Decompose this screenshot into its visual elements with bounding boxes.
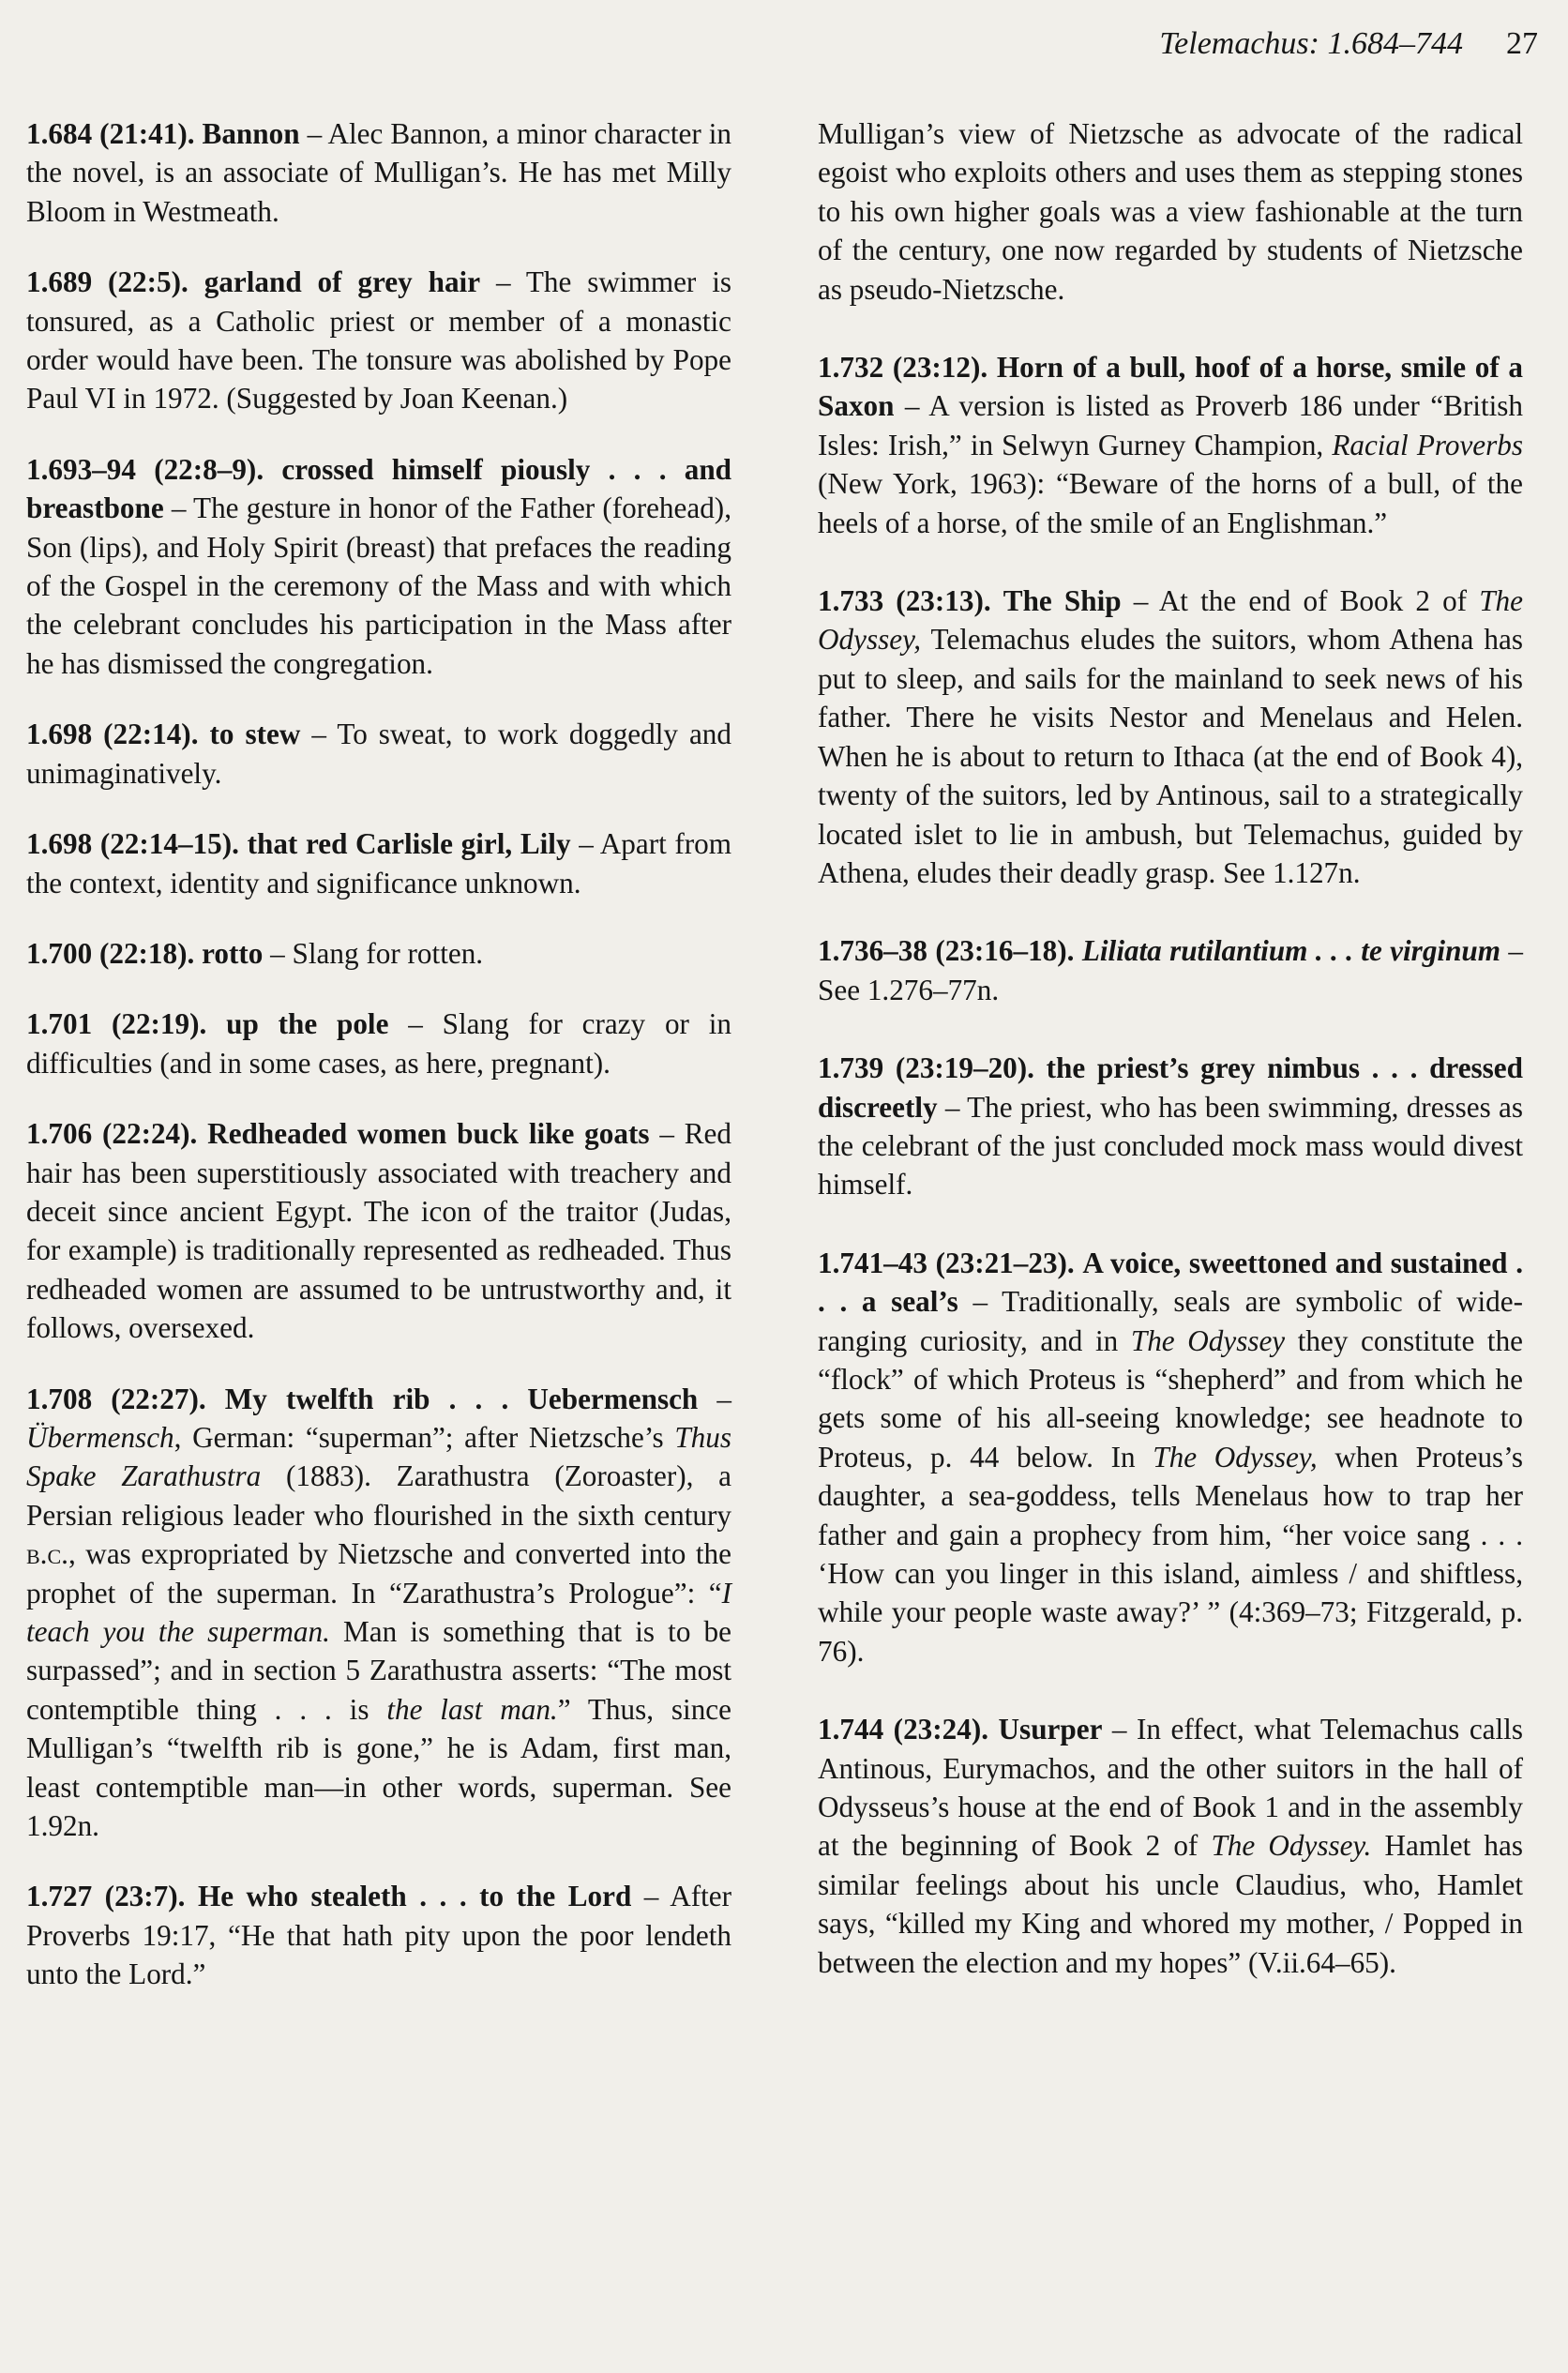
annotation-entry xyxy=(818,582,1523,892)
running-title: Telemachus: 1.684–744 xyxy=(1159,26,1463,61)
entry-text: The gesture in honor of the Father (forehead), Son (lips), and Holy Spirit (breast) that prefaces the reading of the Gospel in the ceremony of the Mass and with which the celebrant concludes his participation in the Mass after he has dismissed the congregation. xyxy=(26,491,731,680)
entry-italic: I teach you the superman. xyxy=(26,1576,731,1648)
entry-italic: Racial Proverbs xyxy=(1332,428,1523,461)
entry-ref: 1.698 (22:14). xyxy=(26,718,199,751)
entry-text: they constitute the “flock” of which Proteus is “shepherd” and from which he gets some of his all-seeing knowledge; see headnote to Proteus, p. 44 below. In xyxy=(818,1323,1524,1474)
right-column xyxy=(818,114,1523,2014)
annotation-entry xyxy=(26,715,731,793)
entry-dash: – xyxy=(300,718,338,751)
entry-dash: – xyxy=(570,827,600,861)
entry-text: Mulligan’s view of Nietzsche as advocate of the radical egoist who exploits others and uses them as stepping stones to his own higher goals was a view fashionable at the turn of the century, one now regarded by students of Nietzsche as pseudo-Nietzsche. xyxy=(818,117,1523,306)
entry-dash: – xyxy=(263,936,293,970)
entry-text: To sweat, to work doggedly and unimaginatively. xyxy=(26,718,731,790)
entry-ref: 1.732 (23:12). xyxy=(818,351,988,385)
annotation-entry xyxy=(818,1244,1523,1670)
entry-text: Traditionally, seals are symbolic of wide-ranging curiosity, and in xyxy=(818,1285,1524,1357)
entry-text: Hamlet has similar feelings about his uncle Claudius, who, Hamlet says, “killed my King and whored my mother, / Popped in between the election and my hopes” (V.ii.64–65). xyxy=(818,1829,1524,1979)
entry-dash: – xyxy=(894,389,929,423)
entry-dash: – xyxy=(698,1382,731,1415)
entry-text: (New York, 1963): “Beware of the horns of a bull, of the heels of a horse, of the smile of an Englishman.” xyxy=(818,467,1523,539)
left-column xyxy=(26,114,731,2026)
entry-dash: – xyxy=(631,1880,671,1913)
entry-dash: – xyxy=(163,491,194,525)
entry-text: The swimmer is tonsured, as a Catholic priest or member of a monastic order would have been. The tonsure was abolished by Pope Paul VI in 1972. (Suggested by Joan Keenan.) xyxy=(26,265,732,416)
entry-text: Apart from the context, identity and significance unknown. xyxy=(26,827,732,899)
entry-text: At the end of Book 2 of xyxy=(1158,584,1480,618)
entry-ref: 1.736–38 (23:16–18). xyxy=(818,934,1075,968)
annotation-entry xyxy=(26,824,731,902)
entry-text: After Proverbs 19:17, “He that hath pity upon the poor lendeth unto the Lord.” xyxy=(26,1880,731,1991)
annotation-entry xyxy=(26,450,731,683)
entry-text: , German: “superman”; after Nietzsche’s xyxy=(173,1420,675,1454)
annotation-entry xyxy=(26,263,731,418)
entry-lemma: that red Carlisle girl, Lily xyxy=(247,827,571,861)
entry-lemma: crossed himself piously . . . and breastbone xyxy=(26,452,732,525)
entry-lemma: the priest’s grey nimbus . . . dressed discreetly xyxy=(818,1051,1523,1124)
annotation-entry xyxy=(26,1114,731,1347)
entry-text: Red hair has been superstitiously associated with treachery and deceit since ancient Egypt. The icon of the traitor (Judas, for example) is traditionally represented as redheaded. Thus redheaded women are assumed to be untrustworthy and, it follows, oversexed. xyxy=(26,1117,731,1345)
annotation-entry xyxy=(818,348,1523,542)
entry-text: ” Thus, since Mulligan’s “twelfth rib is gone,” he is Adam, first man, least contemptible man—in other words, superman. See 1.92n. xyxy=(26,1692,731,1843)
entry-dash: – xyxy=(1121,584,1159,618)
entry-ref: 1.701 (22:19). xyxy=(26,1007,207,1041)
entry-text: A version is listed as Proverb 186 under “British Isles: Irish,” in Selwyn Gurney Champion, xyxy=(818,389,1524,461)
entry-ref: 1.706 (22:24). xyxy=(26,1117,198,1151)
entry-text: The priest, who has been swimming, dresses as the celebrant of the just concluded mock mass would divest himself. xyxy=(818,1090,1523,1202)
entry-ref: 1.698 (22:14–15). xyxy=(26,827,239,861)
entry-lemma: A voice, sweettoned and sustained . . . a seal’s xyxy=(818,1246,1523,1319)
entry-italic: The Odyssey, xyxy=(818,584,1523,657)
entry-lemma: rotto xyxy=(202,936,264,970)
entry-lemma: He who stealeth . . . to the Lord xyxy=(197,1880,632,1913)
entry-text: In effect, what Telemachus calls Antinous, Eurymachos, and the other suitors in the hall of Odysseus’s house at the end of Book 1 and in the assembly at the beginning of Book 2 of xyxy=(818,1713,1523,1863)
entry-smallcaps: b.c. xyxy=(26,1537,68,1571)
entry-ref: 1.739 (23:19–20). xyxy=(818,1051,1034,1085)
entry-text: Man is something that is to be surpassed”; and in section 5 Zarathustra asserts: “The most contemptible thing . . . is xyxy=(26,1615,731,1726)
annotation-entry xyxy=(818,1710,1523,1982)
page-header xyxy=(0,26,1538,83)
entry-ref: 1.708 (22:27). xyxy=(26,1382,206,1415)
annotation-entry xyxy=(26,1380,731,1846)
entry-ref: 1.693–94 (22:8–9). xyxy=(26,452,264,486)
entry-dash: – xyxy=(649,1117,685,1151)
entry-lemma: Redheaded women buck like goats xyxy=(207,1117,650,1151)
entry-lemma: Usurper xyxy=(998,1713,1103,1746)
annotation-entry xyxy=(26,114,731,231)
entry-dash: – xyxy=(480,265,526,299)
entry-lemma: up the pole xyxy=(226,1007,389,1041)
entry-lemma: The Ship xyxy=(1003,584,1122,618)
entry-ref: 1.733 (23:13). xyxy=(818,584,991,618)
entry-ref: 1.684 (21:41). xyxy=(26,117,195,150)
entry-dash: – xyxy=(1102,1713,1138,1746)
entry-lemma: to stew xyxy=(209,718,301,751)
entry-text: , was expropriated by Nietzsche and converted into the prophet of the superman. In “Zarathustra’s Prologue”: “ xyxy=(26,1537,731,1610)
entry-ref: 1.700 (22:18). xyxy=(26,936,195,970)
entry-ref: 1.689 (22:5). xyxy=(26,265,188,299)
entry-dash: – xyxy=(299,117,328,150)
continued-entry xyxy=(818,114,1523,309)
annotation-entry xyxy=(26,1877,731,1993)
annotation-entry xyxy=(26,1005,731,1082)
entry-italic: The Odyssey. xyxy=(1211,1829,1372,1863)
entry-text: Slang for crazy or in difficulties (and in some cases, as here, pregnant). xyxy=(26,1007,731,1080)
entry-text: (1883). Zarathustra (Zoroaster), a Persian religious leader who flourished in the sixth century xyxy=(26,1459,731,1532)
annotation-entry xyxy=(818,931,1523,1009)
annotation-entry xyxy=(818,1049,1523,1204)
page-number: 27 xyxy=(1506,26,1538,61)
entry-italic: The Odyssey xyxy=(1130,1323,1286,1357)
entry-dash: – xyxy=(937,1090,968,1124)
entry-lemma: My twelfth rib . . . Uebermensch xyxy=(224,1382,699,1415)
entry-text: Telemachus eludes the suitors, whom Athena has put to sleep, and sails for the mainland to seek news of his father. There he visits Nestor and Menelaus and Helen. When he is about to return to Ithaca (at the end of Book 4), twenty of the suitors, led by Antinous, sail to a strategically located islet to lie in ambush, but Telemachus, guided by Athena, eludes their deadly grasp. See 1.127n. xyxy=(818,623,1523,889)
entry-lemma: Bannon xyxy=(202,117,300,150)
entry-lemma: Horn of a bull, hoof of a horse, smile of a Saxon xyxy=(818,351,1523,423)
entry-italic: Thus Spake Zarathustra xyxy=(26,1420,731,1493)
entry-italic: Übermensch xyxy=(26,1420,174,1454)
entry-text: Slang for rotten. xyxy=(292,936,484,970)
entry-text: when Proteus’s daughter, a sea-goddess, tells Menelaus how to trap her father and gain a prophecy from him, “her voice sang . . . ‘How can you linger in this island, aimless / and shiftless, while your people waste away?’ ” (4:369–73; Fitzgerald, p. 76). xyxy=(818,1440,1523,1668)
entry-ref: 1.744 (23:24). xyxy=(818,1713,989,1746)
entry-text: Alec Bannon, a minor character in the novel, is an associate of Mulligan’s. He has met Milly Bloom in Westmeath. xyxy=(26,117,732,228)
entry-italic: The Odyssey, xyxy=(1153,1440,1318,1474)
entry-ref: 1.727 (23:7). xyxy=(26,1880,186,1913)
entry-dash: – xyxy=(957,1285,1003,1319)
entry-lemma: garland of grey hair xyxy=(204,265,481,299)
annotation-entry xyxy=(26,934,731,973)
entry-lemma: Liliata rutilantium . . . te virginum xyxy=(1081,934,1501,968)
entry-ref: 1.741–43 (23:21–23). xyxy=(818,1246,1075,1279)
entry-dash: – xyxy=(388,1007,443,1041)
entry-dash: – xyxy=(1500,934,1523,968)
entry-text: See 1.276–77n. xyxy=(818,973,1000,1006)
entry-italic: the last man. xyxy=(386,1692,558,1726)
